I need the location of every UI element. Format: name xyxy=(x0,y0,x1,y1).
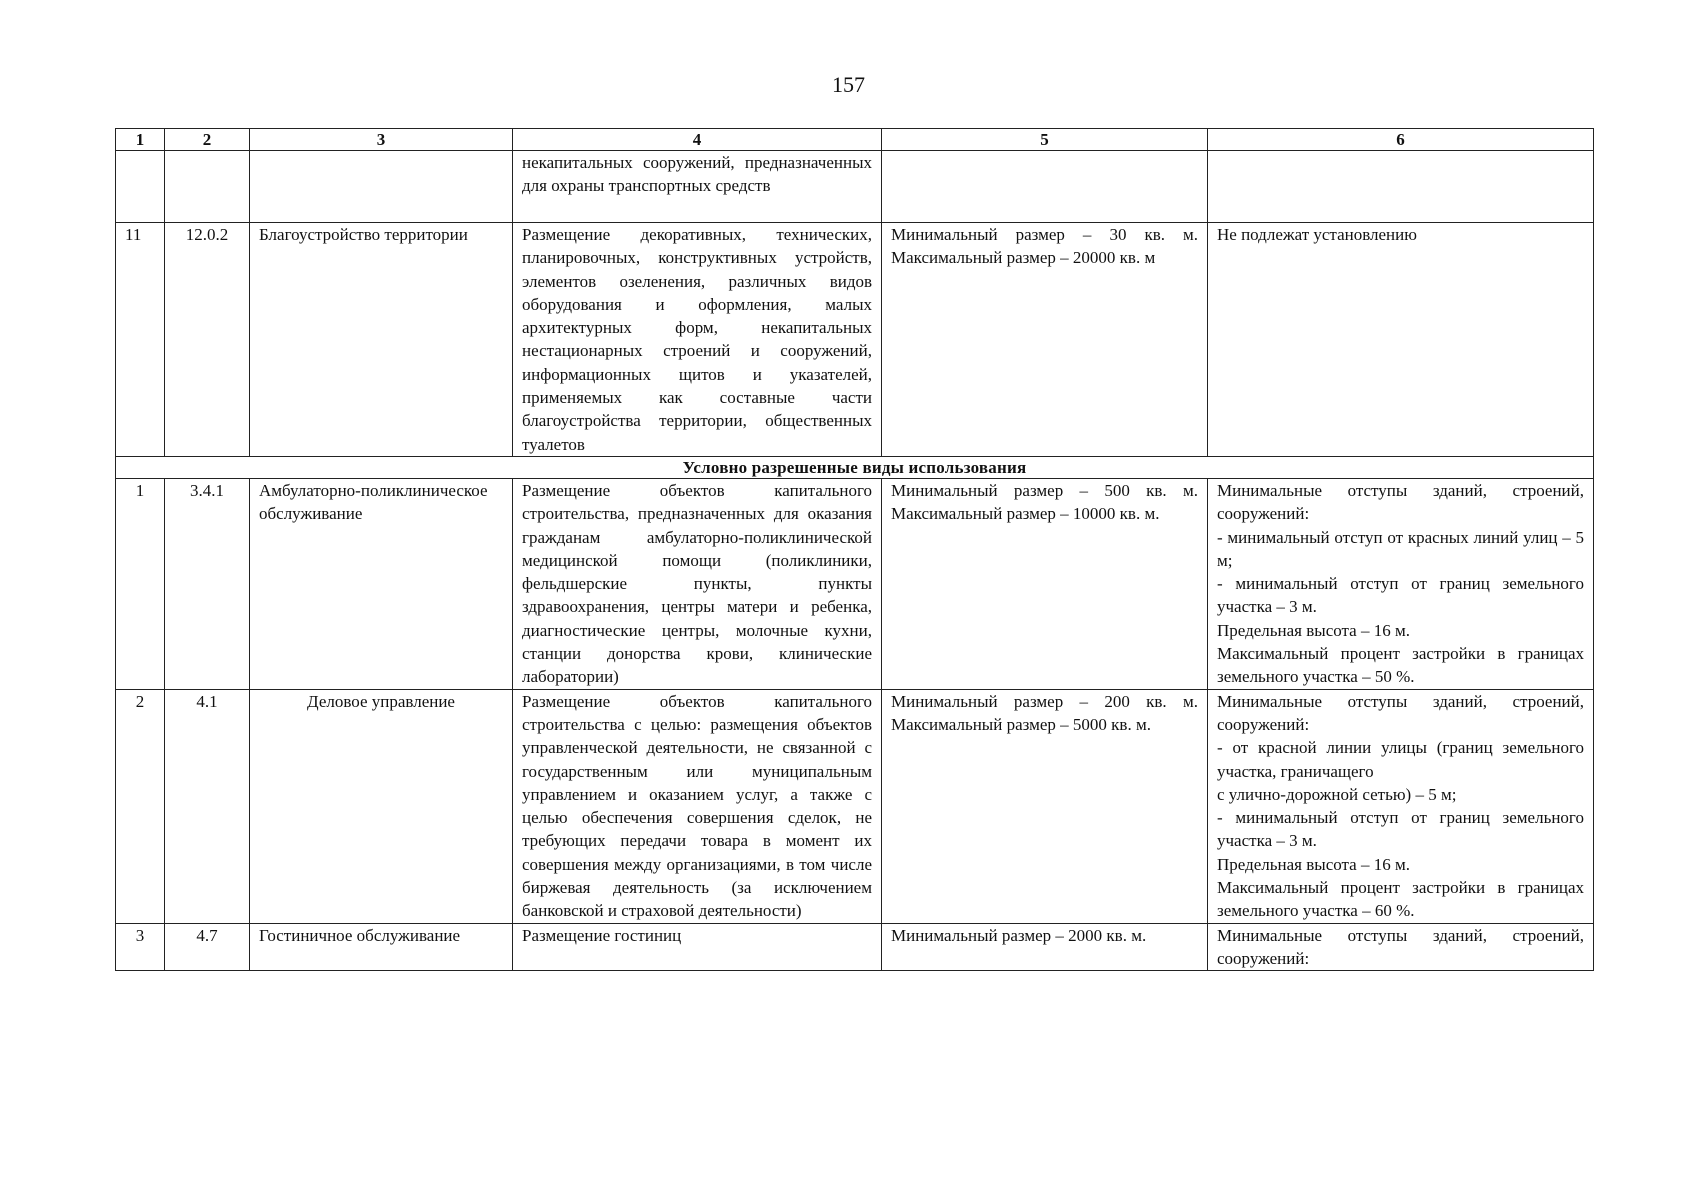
row-description: Размещение гостиниц xyxy=(513,923,882,971)
row-params xyxy=(1208,689,1594,923)
row-number: 11 xyxy=(116,223,165,457)
header-col-3: 3 xyxy=(250,129,513,151)
row-size xyxy=(882,151,1208,223)
param-line: с улично-дорожной сетью) – 5 м; xyxy=(1217,784,1457,804)
param-line: Предельная высота – 16 м. xyxy=(1217,620,1410,640)
row-code xyxy=(165,151,250,223)
header-col-5: 5 xyxy=(882,129,1208,151)
row-params: Не подлежат установлению xyxy=(1208,223,1594,457)
param-line: Минимальные отступы зданий, строений, сооружений: xyxy=(1217,691,1584,734)
row-name: Деловое управление xyxy=(250,689,513,923)
row-name: Амбулаторно-поликлиническое обслуживание xyxy=(250,478,513,689)
table-row xyxy=(116,151,1594,223)
param-line: Минимальные отступы зданий, строений, сооружений: xyxy=(1217,925,1584,968)
header-col-6: 6 xyxy=(1208,129,1594,151)
param-line: - от красной линии улицы (границ земельного участка, граничащего xyxy=(1217,738,1584,781)
section-heading-row xyxy=(116,456,1594,478)
header-col-1: 1 xyxy=(116,129,165,151)
table-row xyxy=(116,689,1594,923)
row-params xyxy=(1208,478,1594,689)
row-name xyxy=(250,151,513,223)
param-line: - минимальный отступ от границ земельного участка – 3 м. xyxy=(1217,574,1584,617)
row-size: Минимальный размер – 500 кв. м. Максимальный размер – 10000 кв. м. xyxy=(882,478,1208,689)
param-line: Минимальные отступы зданий, строений, сооружений: xyxy=(1217,480,1584,524)
row-number: 3 xyxy=(116,923,165,971)
row-code: 3.4.1 xyxy=(165,478,250,689)
param-line: - минимальный отступ от красных линий улиц – 5 м; xyxy=(1217,527,1584,570)
section-title: Условно разрешенные виды использования xyxy=(116,456,1594,478)
header-col-4: 4 xyxy=(513,129,882,151)
param-line: Предельная высота – 16 м. xyxy=(1217,854,1410,874)
row-number xyxy=(116,151,165,223)
row-description: Размещение декоративных, технических, планировочных, конструктивных устройств, элементов озеленения, различных видов оборудования и оформления, малых архитектурных форм, некапитальных нестационарных строений и сооружений, информационных щитов и указателей, применяемых как составные части благоустройства территории, общественных туалетов xyxy=(513,223,882,457)
table-row xyxy=(116,923,1594,971)
row-code: 12.0.2 xyxy=(165,223,250,457)
param-line: Максимальный процент застройки в границах земельного участка – 50 %. xyxy=(1217,644,1584,687)
header-col-2: 2 xyxy=(165,129,250,151)
row-size: Минимальный размер – 30 кв. м. Максимальный размер – 20000 кв. м xyxy=(882,223,1208,457)
row-size: Минимальный размер – 200 кв. м. Максимальный размер – 5000 кв. м. xyxy=(882,689,1208,923)
row-number: 1 xyxy=(116,478,165,689)
row-params xyxy=(1208,923,1594,971)
row-code: 4.7 xyxy=(165,923,250,971)
row-description: некапитальных сооружений, предназначенных для охраны транспортных средств xyxy=(513,151,882,223)
table-row xyxy=(116,223,1594,457)
param-line: Максимальный процент застройки в границах земельного участка – 60 %. xyxy=(1217,878,1584,921)
table-row xyxy=(116,478,1594,689)
row-description: Размещение объектов капитального строительства, предназначенных для оказания гражданам амбулаторно-поликлинической медицинской помощи (поликлиники, фельдшерские пункты, пункты здравоохранения, центры матери и ребенка, диагностические центры, молочные кухни, станции донорства крови, клинические лаборатории) xyxy=(513,478,882,689)
row-size: Минимальный размер – 2000 кв. м. xyxy=(882,923,1208,971)
row-params xyxy=(1208,151,1594,223)
land-use-table xyxy=(115,128,1594,971)
row-name: Гостиничное обслуживание xyxy=(250,923,513,971)
row-description: Размещение объектов капитального строительства с целью: размещения объектов управленческой деятельности, не связанной с государственным или муниципальным управлением и оказанием услуг, а также с целью обеспечения совершения сделок, не требующих передачи товара в момент их совершения между организациями, в том числе биржевая деятельность (за исключением банковской и страховой деятельности) xyxy=(513,689,882,923)
row-code: 4.1 xyxy=(165,689,250,923)
header-row xyxy=(116,129,1594,151)
param-line: - минимальный отступ от границ земельного участка – 3 м. xyxy=(1217,808,1584,851)
row-number: 2 xyxy=(116,689,165,923)
row-name: Благоустройство территории xyxy=(250,223,513,457)
page-number: 157 xyxy=(832,72,865,97)
